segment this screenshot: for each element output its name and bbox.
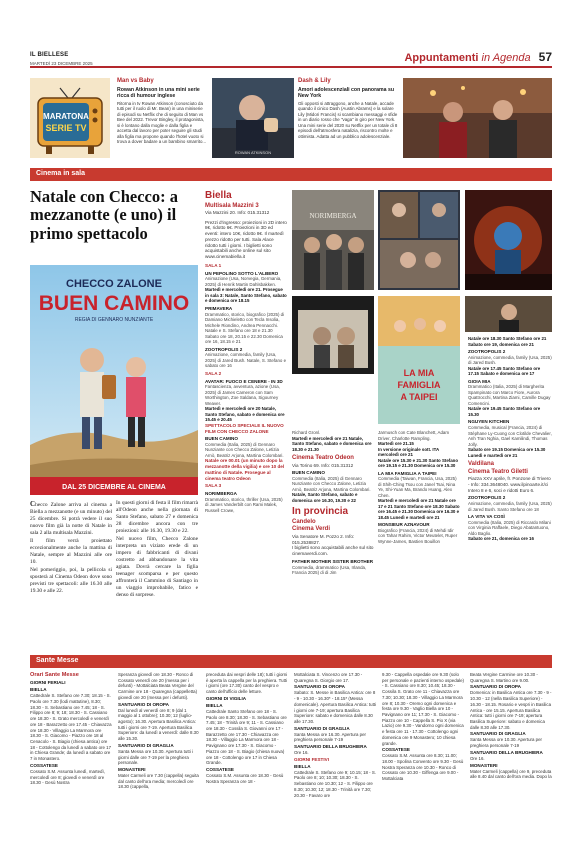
cinema-address: Via Senatore M. Pozzo 2. Info: 015.2538827. [292,533,355,545]
film-showtimes: Sabato ore 21, domenica ore 16 [468,536,534,542]
film-meta: Commedia, drammatico (Usa, Irlanda, Francia 2025) di di Jim [292,564,367,576]
masses-column-1 [30,672,112,786]
tv-item-dash-and-lily [298,78,398,139]
masses-text: Santa Messa ore 10.30. Apertura per preghiera personale 7-19 [470,737,543,749]
film-title: FATHER MOTHER SISTER BROTHER [292,558,374,564]
province-heading: In provincia [292,506,349,518]
tv-badge-line2: SERIE TV [45,123,87,133]
film-title: LA MIA FAMIGLIA A TAIPEI [378,470,437,476]
article-paragraph: Il film verrà proiettato eccezionalmente anche la mattina di Natale, sempre al Mazzini alle ore 10. [30,538,112,566]
masses-heading: GIORNI DI VIGILIA [206,695,247,701]
masses-text: Cossato S.M. Assunta ore 18.30 - Gesù Nostra Speranza ore 18 - [206,772,284,784]
masses-heading: COSSATESE [206,767,234,772]
masses-text: Ore 16. [294,750,309,756]
masses-text: Sabato: S. Messe in Basilica Antica: ore 8 - 9 - 10.30 - 16.30* - 18.15* (Messa domenicale). Apertura Basilica Antica: tutti i giorni ore 7-19; apertura Basilica Superiore: sabato e domenica dalle 8.30 alle 17.30. [294,690,376,724]
tv-set-illustration [30,78,110,158]
masses-subtitle: GIORNI FERIALI [30,680,66,686]
film-title: BUEN CAMINO [205,436,238,442]
poster-title: BUEN CAMINO [38,292,190,315]
film-meta: Animazione, commedia, family (Usa, 2025) di Jared Bush. Santo Stefano ore 18 [468,501,552,512]
masses-heading: COSSATESE [382,747,410,753]
masses-column-4 [294,672,376,798]
film-meta: Commedia (Italia, 2025) di Gennaro Nunziante con Checco Zalone, Letizia Arnò, Beatriz Arjona, Martina Colombari. [205,441,284,458]
cinema-address: Piazza XXV aprile, fr. Ponzone di Trivero - Info: 334.3648040. www.ilpinoarte.it/ci [468,476,551,487]
film-meta: Jarmusch con Cate Blanchett, Adam Driver, Charlotte Rampling. [378,430,450,441]
svg-text:A TAIPEI: A TAIPEI [400,392,438,402]
masses-text: Dal lunedì al venerdì ore 8; 9 (dal 1 maggio al 1 ottobre); 10.30; 12 (luglio-agosto); 16.30. Apertura Basilica Antica: tutti i giorni ore 7-19. Apertura Basilica Superiore: da lunedì a venerdì: dalle 8.30 alle 15.30. [118,707,199,742]
tv-item-headline: Rowan Atkinson in una mini serie ricca di humour inglese [117,86,200,99]
cinema-name: Cinema Verdi [292,526,331,533]
masses-heading: SANTUARIO DI GRAGLIA [294,725,350,731]
film-title: ZOOTROPOLIS 2 [468,349,506,354]
film-showtimes: Sabato ore 19.15 Domenica ore 15.30 Lunedì e martedì ore 21 [468,447,546,458]
page-header [0,0,580,72]
masses-heading: SANTUARIO DI OROPA [294,684,345,690]
svg-text:LA MIA: LA MIA [403,368,435,378]
tv-item-label: Dash & Lily [298,78,331,84]
masses-heading: COSSATESE [30,762,58,768]
svg-text:NORIMBERGA: NORIMBERGA [309,212,357,220]
film-meta: Commedia (Italia, 2025) di Gennaro Nunziante con Checco Zalone, Letizia Arnò, Beatriz Arjona, Martina Colombari. [292,475,371,492]
masses-text: Santa Messa ore 16.30. Apertura per preghiera personale 7-19 [294,731,367,743]
masses-text: Mater Carmeli (cappella) ore 9, preceduta alle 8.40 dal canto dell'ora media. Dopo la [470,768,552,780]
masses-text: Cattedrale S. Stefano ore 9; 10.15; 18 - S. Paolo ore 8; 10; 10.30; 18.30 - S. Sebastiano ore 10.30; 12 - S. Filippo ore 8.30; 10.30; 12; 18.30 - Trinità ore 7.30; 20.30 - Favaro ore [294,769,377,798]
film-showtimes: Natale ore 19.45 Santo Stefano ore 15.30 [468,406,541,417]
masses-column-5 [382,672,464,782]
newspaper-name: IL BIELLESE [30,52,69,58]
film-title: NGUYEN KITCHEN [468,419,510,425]
cinema-address: Via Mazzini 20. Info: 015.31312 [205,210,270,215]
masses-text: Mater Carmeli ore 7.30 (cappella) seguita dal canto dell'ora media; mercoledì ore 18.30 (cappella, [118,772,199,790]
masses-column-2 [118,672,200,790]
film-showtimes: Martedì e mercoledì ore 21 Natale ore 17 e 21 Santo Stefano ore 18.30 Sabato ore 16.45 e 21.30 Domenica ore 16.30 e 18.45 Lunedì e martedì ore 21 [378,498,460,520]
valdilana-listings [468,336,552,542]
film-meta: Commedia, musical (Francia, 2024) di Stéphane Ly-Cuong con Clotilde Chevalier, Anh Tran Nghia, Gael Kamilindi, Thomas Jolly. [468,425,552,447]
film-title: GIOIA MIA [468,378,491,384]
masses-text: Mottalciata S. Vincenzo ore 17.30 - Quaregna S. Giorgio ore 17. [294,672,363,683]
la-mia-famiglia-poster [378,296,460,424]
tv-item-text: Ritorna in tv Rowan Atkinson (conosciuto da tutti per il ruolo di Mr. Bean) in una miniserie di episodi su Netflix che di seguito di Man vs Bee del 2022. Trevor Bingley, il protagonista, si è lontano dalla moglie e dalla figlia e accetta dal lavoro per poter seguire gli studi alla figlia ma propone quando l'hotel vuoto si trova a dover badare a un bambino smarrito... [117,100,207,144]
article-paragraph: In questi giorni di festa il film rimarrà all'Odeon anche nella giornata di Santo Stefano, sabato 27 e domenica 28 dicembre ancora con tre proiezioni: alle 16.30, 19.30 e 22. [116,500,198,535]
masses-heading: SANTUARIO DI OROPA [470,684,521,690]
film-meta: Animazione (Usa, Norvegia, Germania, 2025) di Henrik Martin Dahlsbakken. [205,276,282,287]
film-title: AVATAR: FUOCO E CENERE - IN 3D [205,378,283,384]
masses-text: Santa Messa ore 10.30. Apertura tutti i giorni dalle ore 7-19 per la preghiera personale. [118,748,193,766]
masses-text: preceduta dai vespri delle 18); tutti i giorni è aperta la cappella per la preghiera. Tutti i giorni (ore 17.30) canto del vespro e canto dell'ufficio delle letture. [206,672,288,695]
masses-text: Speranza giovedì ore 18.30 - Ronco di Cossato venerdì ore 20 (messa per i defunti) - Mottalciata Beata Vergine del Carmine ore 18 - Quaregna (cappelletta) giovedì ore 20 (messa per i defunti). [118,672,198,700]
article-paragraph: Nel nuovo film, Checco Zalone interpreta un viziato erede di un impero di fabbricanti di divani costretto ad abbandonare la vita agiata. Dovrà cercare la figlia teenager scomparsa e per questo affronterà il Cammino di Santiago in un viaggio improbabile, fatico e denso di sorprese. [116,536,198,599]
film-title: ZOOTROPOLIS 2 [468,495,506,501]
masses-section-band: Sante Messe [30,655,552,668]
masses-column-6 [470,672,552,780]
town-name: Valdilana [468,461,495,468]
tv-item-headline: Amori adolescenziali con panorama su New York [298,86,394,99]
city-heading: Biella [205,190,232,201]
svg-text:FAMIGLIA: FAMIGLIA [397,380,441,390]
film-showtimes: Natale ore 15.30 e 21.30 Santo Stefano ore 19.15 e 21.30 Domenica ore 15.30 [378,457,459,468]
dash-and-lily-photo [403,78,552,158]
poster-actor: CHECCO ZALONE [66,278,162,290]
masses-heading: GIORNI FESTIVI [294,756,329,762]
masses-heading: SANTUARIO DI GRAGLIA [118,742,174,748]
film-showtimes: Martedì ore 21.15 [378,441,414,446]
film-meta: Commedia (Taiwan, Francia, Usa, 2025) di Shih-Ching Tsou con Janel Tsai, Nina Ye, Shi-Yuan Ma, Brando Huang, Alex Chen. [378,476,457,498]
masses-text: Beata Vergine Carmine ore 10.30 - Quaregna S. Martino ore 9.00. [470,672,538,683]
masses-title: Orari Sante Messe [30,672,79,678]
section-title: Appuntamenti in Agenda [404,52,531,64]
film-title: LA VITA VA COSÌ [468,514,505,520]
avatar-poster [465,190,552,290]
issue-date: MARTEDÌ 23 DICEMBRE 2025 [30,60,93,66]
film-showtimes: Martedì e mercoledì ore 20 Natale, Santo Stefano, sabato e domenica ore 15.45 e 20.45 [205,406,285,423]
film-showtimes: Natale, Santo Stefano, sabato e domenica ore 16.30, 19.30 e 22 [292,492,358,503]
article-column-2 [116,500,198,600]
masses-heading: MONASTERI [118,767,146,772]
film-title: PRIMAVERA [205,305,233,311]
aznavour-still [465,296,552,332]
masses-text: Cossato S.M. Assunta ore 8.30; 11.00; 18.00 - Spolina Convento ore 9.30 - Gesù Nostra Speranza ore 10.30 - Ronco di Cossato ore 10.30 - Giffenga ore 9.00 - Mottalciata [382,753,464,782]
tv-badge-line1: MARATONA [43,112,89,121]
screen-label: SALA 1 [205,262,222,268]
candelo-listings-cont [378,430,460,544]
header-rule [30,66,552,68]
special-screening-label: SPETTACOLO SPECIALE IL NUOVO FILM CON CHECCO ZALONE [205,422,284,434]
film-showtimes: In versione originale sott. ITA mercoledì ore 21 [378,446,439,457]
poster-release-date: DAL 25 DICEMBRE AL CINEMA [62,484,166,491]
masses-heading: SANTUARIO DELLA BRUGHIERA [470,749,543,755]
masses-column-3 [206,672,288,784]
masses-city: BIELLA [30,687,47,693]
biella-listings [205,190,287,513]
tv-item-label: Man vs Baby [117,78,154,84]
cinema-name: Multisala Mazzini 3 [205,202,259,209]
film-showtimes: Natale ore 17.45 Santo Stefano ore 17.15 Sabato e domenica ore 17 [468,365,541,377]
father-mother-poster [292,296,374,374]
article-paragraph: Nel pomeriggio, poi, la pellicola si sposterà al Cinema Odeon dove sono previsti tre spettacoli: alle 16.30 alle 19.30 e alle 22. [30,567,112,595]
lead-article-title: Natale con Checco: a mezzanotte (e uno) il primo spettacolo [30,187,179,243]
masses-heading: SANTUARIO DI GRAGLIA [470,731,526,737]
film-title: NORIMBERGA [205,491,237,497]
masthead [30,52,93,66]
masses-text: 9.30 - Cappella ospedale ore 9.30 (solo per personale e pazienti interno ospedale) - S. Cassiano ore 8.30; 10.45; 18.30 - Cossila S. Grato ore 11 - Chiavazza ore 7.30; 10.30; 18.30 - Villaggio La Marmora ore 8; 10.30 - Oremo ogni domenica e festa ore 9.30 - Vaglio Biella ore 10 - Pavignano ore 11; 17.30 - S. Giacomo - Piazzo ore 10 - Cappella S. Pio X (via Lazio) ore 9.30 - Vandorno ogni domenica e festa ore 11 - 17.30 - Cottolengo ogni domenica ore 9 Monastero; 10 chiesa grande. [382,672,465,746]
cinema-name: Cinema Teatro Odeon [292,455,354,461]
town-name: Candelo [292,518,316,525]
screen-label: SALA 2 [205,370,222,376]
tv-item-man-vs-baby [117,78,207,145]
screen-label: SALA 3 [205,483,222,489]
masses-heading: SANTUARIO DELLA BRUGHIERA [294,744,367,750]
cinema-prices: Intero 8 e 6, soci e ridotti Euro 6. [468,487,535,493]
masses-city: BIELLA [294,763,311,769]
masses-heading: SANTUARIO DI OROPA [118,701,169,707]
photo-caption: ROWAN ATKINSON [234,150,272,155]
section-header [404,50,552,66]
cinema-ticket-info: I biglietti sono acquistabili anche sul sito cinemaverdi.com. [292,545,374,557]
masses-city: BIELLA [206,702,223,708]
cinema-address: Via Torino 69. Info: 015.31312 [292,462,354,468]
masses-text: Cossato S.M. Assunta lunedì, martedì, mercoledì ore 8; giovedì e venerdì ore 18.30 - Gesù Nostra [30,768,105,786]
film-title: MONSIEUR AZNAVOUR [378,522,430,528]
movie-stills-collage [378,190,460,290]
masses-text: Cattedrale S. Stefano ore 7.30; 18.15 - S. Paolo ore 7.30 (lodi mattutine), 8.30; 18.30 - S. Sebastiano ore 7.45; 18 - S. Filippo ore 8; 9; 18; 18.30 - S. Cassiano ore 18.30 - S. Grato mercoledì e venerdì ore 18 - Barazzetto ore 17.45 - Chiavazza ore 18.30 - Villaggio La Marmora ore 18.30 - S. Giacomo - Piazzo ore 18 al Cenacolo - S. Biagio (chiesa antica) ore 18 - Cottolengo da lunedì a sabato ore 17 in Chiesa Grande; da lunedì a sabato ore 7 in Monastero. [30,693,112,762]
page-number: 57 [538,50,552,64]
masses-text: Cattedrale Santo Stefano ore 18 - S. Paolo ore 8.30; 18.30 - S. Sebastiano ore 7.45; 18 - Trinità ore 9; 11 - S. Cassiano ore 18.30 - Cossila S. Giovanni ore 17 - Barazzetto ore 17.30 - Chiavazza ore 18.30 - Villaggio La Marmora ore 18 - Pavignano ore 17.30 - S. Giacomo - Piazzo ore 18 - S. Biagio (chiesa nuova) ore 18 - Cottolengo ore 17 in Chiesa Grande. [206,708,287,766]
cinema-section-band: Cinema in sala [30,168,552,181]
film-meta: Biografico (Francia, 2024) di Mehdi Idir con Tahar Rahim, Victor Meutelet, Ruper Wynne-James, Bastien Bouillon [378,527,458,544]
film-meta: Drammatico, storico, thriller (Usa, 2025) di James Vanderbilt con Rami Malek, Russell Crowe, [205,496,283,513]
film-title: UN PEPOLINO SOTTO L'ALBERO [205,270,279,276]
article-paragraph: Checco Zalone arriva al cinema a Biella a mezzanotte (e un minuto) del 25 dicembre. Si potrà vedere il suo nuovo film già la notte di Natale in sala 2 alla multisala Mazzini. [30,500,112,537]
norimberga-still [292,190,374,290]
special-screening-note: Natale ore 00.01 (un minuto dopo la mezzanotte della vigilia) e ore 10 del mattino di Natale. Prosegue al cinema teatro Odeon [205,458,285,481]
poster-director: REGIA DI GENNARO NUNZIANTE [74,317,154,323]
film-meta: Commedia (Italia, 2025) di Riccardo Milani con Virginia Raffaele, Diego Abatantuono, Aldo Baglio. [468,519,551,536]
film-title: BUEN CAMINO [292,470,325,476]
film-title: ZOOTROPOLIS 2 [205,346,243,352]
film-meta: Fantascienza, avventura, azione (Usa, 2025) di James Cameron con Sam Worthington, Zoe Saldana, Sigourney Weaver. [205,384,280,406]
article-column-1 [30,500,112,596]
film-showtimes: Natale ore 18.30 Santo Stefano ore 21 Sabato ore 19, domenica ore 21 [468,336,547,347]
odeon-candelo-listings [292,430,374,576]
tv-series-block [30,78,552,160]
film-meta: Drammatico (Italia, 2025) di Margherita Spampinato con Marco Fiore, Aurora Quattrocchi, Martina Ziami, Camille Dugay Comencini. [468,384,551,406]
masses-heading: MONASTERI [470,762,498,768]
rowan-atkinson-photo [212,78,294,158]
masses-text: Ore 16. [470,755,485,761]
film-showtimes: Martedì e mercoledì ore 21 Natale, Santo Stefano, sabato e domenica ore 18.30 e 21.30 [292,435,372,452]
masses-text: Domenica: in Basilica Antica ore 7.30 - 9 - 10.30 - 12 (nella Basilica Superiore) - 16.30 - 18.15. Rosario e vespri in Basilica Antica - ore 15.15. Apertura Basilica Antica: tutti i giorni ore 7-19; apertura Basilica Superiore: sabato e domenica dalle 8.30 alle 17.30. [470,690,552,730]
tv-item-text: Gli opposti si attraggono, anche a Natale, accade quando il cinico Dash (Austin Abrams) e la solare Lily (Midori Francis) si scambiano messaggi e sfide in un diario rosso che "vaga" in giro per New York. Una mini serie del 2020 su Netflix per un totale di 8 episodi dell'atmosfera natalizia, riscontro molte e ottimista. Adatta ad un pubblico adolescenziale. [298,100,398,139]
film-meta: Animazione, commedia, family (Usa, 2025) di Jared Bush. Natale, S. Stefano e sabato ore 16 [205,352,287,369]
film-meta: Animazione, commedia, family (Usa, 2025) di Jared Bush. [468,354,552,366]
cinema-name: Cinema Teatro Giletti [468,468,528,475]
cinema-prices: Prezzi d'ingresso: proiezioni in 2D intero 8€, ridotto 6€. Proiezioni in 3D ed eventi: intero 10€, ridotto 8€. Il martedì prezzo ridotto per tutti. Sala Alace ridotto tutti i giorni. I biglietti sono acquistabili anche online sul sito www.cinemabiella.it [205,219,287,260]
buen-camino-poster [30,265,198,495]
film-showtimes: Martedì e mercoledì ore 21. Prosegue in sala 3: Natale, Santo Stefano, sabato e domenica ore 18.15 [205,287,287,304]
film-meta: Drammatico, storico, biografico (2025) di Damiano Michieletto con Tecla Insolia, Michele Riondino, Andrea Pennacchi. Natale e S. Stefano ore 18 e 21.30 Sabato ore 18, 20.15 e 22.30 Domenica ore 16, 18.15 e 21 [205,311,285,345]
film-meta: Richard Gronl. [292,430,321,435]
